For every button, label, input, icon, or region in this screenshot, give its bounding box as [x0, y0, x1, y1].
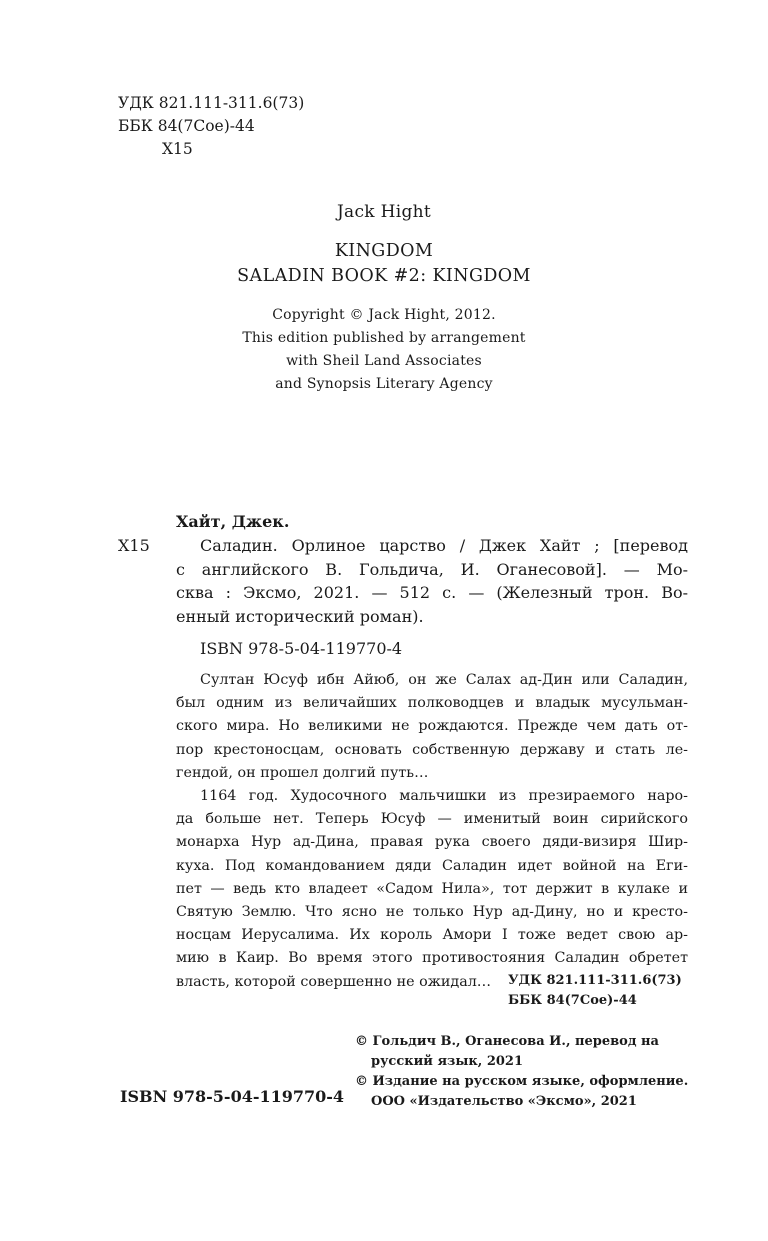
original-author: Jack Hight — [336, 202, 432, 222]
annotation-line: монарха Нур ад-Дина, правая рука своего дяди-визиря Шир- — [176, 834, 688, 851]
annotation-line: куха. Под командованием дяди Саладин идет войной на Еги- — [176, 857, 688, 874]
annotation-line: Султан Юсуф ибн Айюб, он же Салах ад-Дин или Саладин, — [200, 672, 688, 688]
repeat-bbk-code: ББК 84(7Сое)-44 — [508, 993, 637, 1008]
translation-copyright-line: © Гольдич В., Оганесова И., перевод на — [355, 1034, 659, 1049]
annotation-line: Святую Землю. Что ясно не только Нур ад-Дину, но и кресто- — [176, 904, 688, 921]
footer-isbn: ISBN 978-5-04-119770-4 — [120, 1087, 345, 1106]
annotation-line: пор крестоносцам, основать собственную державу и стать ле- — [176, 741, 688, 758]
annotation-line: мию в Каир. Во время этого противостояния Саладин обретет — [176, 950, 688, 967]
record-isbn: ISBN 978-5-04-119770-4 — [200, 639, 403, 658]
footer-copyrights — [355, 1032, 688, 1112]
copyright-line: and Synopsis Literary Agency — [275, 376, 493, 392]
original-title — [0, 239, 768, 289]
annotation-line: пет — ведь кто владеет «Садом Нила», тот держит в кулаке и — [176, 880, 688, 897]
annotation-line: да больше нет. Теперь Юсуф — именитый воин сирийского — [176, 811, 688, 828]
original-title-line: KINGDOM — [334, 241, 434, 261]
repeat-codes — [508, 971, 682, 1011]
annotation-line: носцам Иерусалима. Их король Амори I тоже ведет свою ар- — [176, 927, 688, 944]
copyright-line: This edition published by arrangement — [242, 330, 526, 346]
record-heading: Хайт, Джек. — [176, 512, 290, 531]
description-line: Саладин. Орлиное царство / Джек Хайт ; [перевод — [200, 536, 688, 555]
edition-copyright-line: ООО «Издательство «Эксмо», 2021 — [371, 1094, 637, 1109]
udk-code: УДК 821.111-311.6(73) — [118, 94, 305, 112]
annotation-line: 1164 год. Худосочного мальчишки из презираемого наро- — [200, 788, 688, 805]
original-copyright — [0, 304, 768, 396]
record-mark: Х15 — [118, 536, 150, 555]
annotation-line: гендой, он прошел долгий путь… — [176, 764, 429, 781]
repeat-udk-code: УДК 821.111-311.6(73) — [508, 973, 682, 988]
copyright-line: with Sheil Land Associates — [286, 353, 482, 369]
bbk-code: ББК 84(7Сое)-44 — [118, 117, 255, 135]
header-codes — [118, 92, 304, 161]
copyright-line: Copyright © Jack Hight, 2012. — [272, 307, 496, 323]
description-line: сква : Эксмо, 2021. — 512 с. — (Железный трон. Во- — [176, 583, 688, 602]
edition-copyright-line: © Издание на русском языке, оформление. — [355, 1074, 689, 1089]
annotation — [176, 669, 688, 994]
annotation-line: власть, которой совершенно не ожидал… — [176, 973, 492, 990]
translation-copyright-line: русский язык, 2021 — [371, 1054, 523, 1069]
author-mark: Х15 — [162, 140, 193, 158]
description-line: с английского В. Гольдича, И. Оганесовой]. — Мо- — [176, 559, 688, 579]
description-line: енный исторический роман). — [176, 606, 424, 626]
record-description — [176, 534, 688, 628]
annotation-line: ского мира. Но великими не рождаются. Прежде чем дать от- — [176, 718, 688, 735]
original-title-line: SALADIN BOOK #2: KINGDOM — [237, 266, 531, 286]
annotation-line: был одним из величайших полководцев и владык мусульман- — [176, 695, 688, 712]
